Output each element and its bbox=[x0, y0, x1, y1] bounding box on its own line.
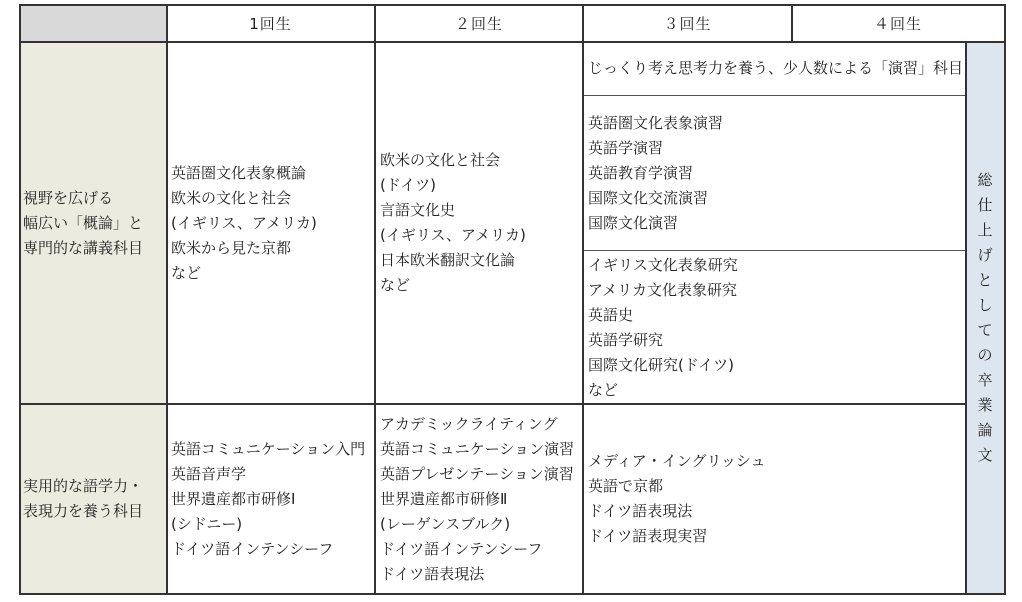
thesis-char: 卒 bbox=[977, 371, 993, 389]
research-courses bbox=[585, 251, 966, 404]
thesis-char: と bbox=[977, 271, 993, 289]
course-item: ドイツ語表現法 bbox=[380, 564, 485, 583]
course-item: (イギリス、アメリカ) bbox=[380, 226, 526, 244]
course-item: 英語コミュニケーション入門 bbox=[171, 439, 366, 458]
seminar-header-text: じっくり考え思考力を養う、少人数による「演習」科目 bbox=[588, 58, 964, 77]
graduation-thesis bbox=[966, 42, 1004, 594]
seminar-courses bbox=[585, 97, 966, 249]
course-item: アカデミックライティング bbox=[380, 414, 558, 433]
grid-research-divider bbox=[584, 250, 966, 251]
broad-year2-courses bbox=[377, 42, 583, 404]
label-line: 幅広い「概論」と bbox=[23, 213, 144, 232]
grid-right bbox=[1004, 4, 1006, 595]
course-item: 英語教育学演習 bbox=[588, 163, 694, 182]
grid-row-divider bbox=[19, 403, 967, 405]
course-item: 欧米の文化と社会 bbox=[171, 188, 292, 207]
grid-col1 bbox=[166, 4, 168, 595]
header-year4: ４回生 bbox=[873, 15, 922, 33]
course-item: ドイツ語インテンシーフ bbox=[171, 539, 334, 558]
thesis-char: 文 bbox=[977, 446, 993, 464]
course-item: 英語史 bbox=[588, 305, 634, 324]
thesis-char: 業 bbox=[977, 396, 993, 414]
label-line: 専門的な講義科目 bbox=[23, 238, 144, 257]
course-item: ドイツ語表現法 bbox=[588, 502, 693, 520]
course-item: 英語コミュニケーション演習 bbox=[380, 439, 575, 458]
course-item: イギリス文化表象研究 bbox=[588, 255, 738, 274]
grid-col3 bbox=[582, 4, 584, 595]
thesis-char: 上 bbox=[977, 221, 993, 239]
thesis-char: 総 bbox=[977, 171, 993, 189]
thesis-char: て bbox=[977, 321, 993, 339]
course-item: ドイツ語表現実習 bbox=[588, 527, 708, 545]
thesis-char: 論 bbox=[977, 421, 993, 439]
grid-col2 bbox=[374, 4, 376, 595]
course-item: 英語圏文化表象演習 bbox=[588, 113, 724, 132]
grid-thesis-left bbox=[965, 42, 967, 595]
thesis-char: 仕 bbox=[977, 196, 993, 214]
course-item: 英語で京都 bbox=[588, 477, 664, 495]
practical-year34-courses bbox=[585, 404, 966, 594]
course-item: 言語文化史 bbox=[380, 201, 456, 219]
course-item: メディア・イングリッシュ bbox=[588, 452, 766, 470]
course-item: (ドイツ) bbox=[380, 176, 436, 194]
course-item: 日本欧米翻訳文化論 bbox=[380, 251, 516, 269]
header-corner bbox=[20, 5, 166, 42]
course-item: 英語学演習 bbox=[588, 138, 664, 157]
course-item: (レーゲンスブルク) bbox=[380, 514, 511, 533]
course-item: (イギリス、アメリカ) bbox=[171, 213, 317, 232]
label-line: 表現力を養う科目 bbox=[23, 502, 144, 520]
course-item: 世界遺産都市研修Ⅱ bbox=[380, 489, 508, 508]
course-item: 世界遺産都市研修Ⅰ bbox=[171, 489, 296, 508]
course-item: など bbox=[171, 263, 202, 282]
course-item: 国際文化演習 bbox=[588, 213, 679, 232]
label-line: 実用的な語学力・ bbox=[23, 477, 144, 495]
course-item: など bbox=[380, 276, 411, 294]
grid-left bbox=[19, 4, 21, 595]
course-item: など bbox=[588, 380, 619, 399]
course-item: 国際文化交流演習 bbox=[588, 188, 709, 207]
practical-year1-courses bbox=[168, 404, 375, 594]
course-item: 欧米の文化と社会 bbox=[380, 151, 501, 169]
broad-year1-courses bbox=[168, 42, 375, 404]
seminar-header bbox=[585, 42, 966, 94]
grid-col4 bbox=[791, 4, 793, 43]
course-item: 英語音声学 bbox=[171, 464, 247, 483]
course-item: ドイツ語インテンシーフ bbox=[380, 539, 543, 558]
thesis-char: し bbox=[977, 296, 993, 314]
course-item: 英語圏文化表象概論 bbox=[171, 163, 307, 182]
practical-year2-courses bbox=[377, 404, 583, 594]
row-label-broad bbox=[20, 42, 166, 404]
header-year1: 1回生 bbox=[249, 15, 292, 33]
course-item: アメリカ文化表象研究 bbox=[588, 280, 737, 299]
thesis-char: げ bbox=[977, 246, 993, 264]
header-year2: ２回生 bbox=[454, 15, 503, 33]
grid-seminar-divider bbox=[584, 95, 966, 96]
row-label-practical bbox=[20, 404, 166, 594]
course-item: (シドニー) bbox=[171, 514, 243, 533]
thesis-char: の bbox=[977, 346, 993, 364]
course-item: 欧米から見た京都 bbox=[171, 238, 292, 257]
course-item: 英語プレゼンテーション演習 bbox=[380, 464, 574, 483]
header-year3: ３回生 bbox=[663, 15, 712, 33]
label-line: 視野を広げる bbox=[23, 188, 114, 207]
course-item: 英語学研究 bbox=[588, 330, 664, 349]
course-item: 国際文化研究(ドイツ) bbox=[588, 355, 734, 374]
